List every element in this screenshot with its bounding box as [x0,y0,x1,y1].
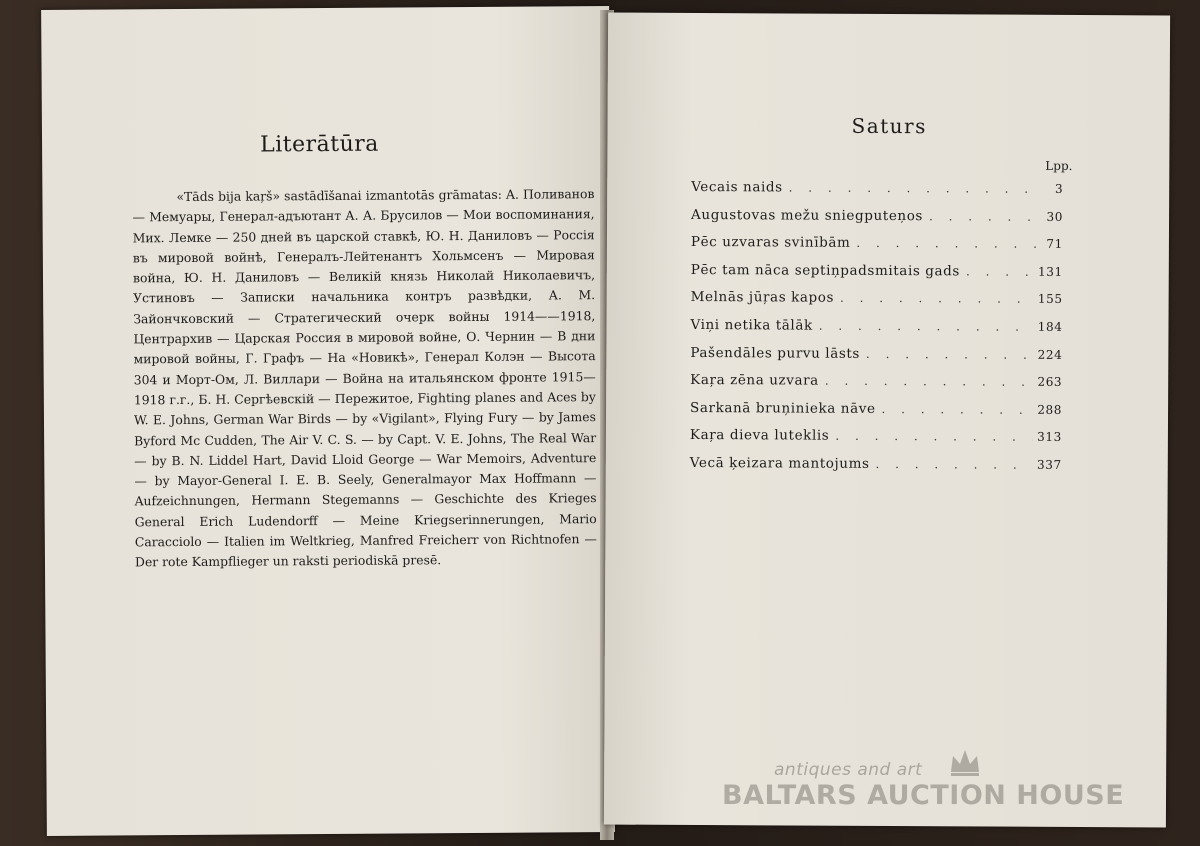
watermark-tagline: antiques and art [774,760,923,780]
toc-leader-dots [840,291,1034,306]
contents-title: Saturs [851,113,927,139]
bibliography-text: «Tāds bija kaŗš» sastādīšanai izmantotās grāmatas: A. Поливанов — Мемуары, Генерал-адъютант А. А. Брусилов — Мои воспоминания, Мих. Лемке — 250 дней въ царской ставкѣ, Ю. Н. Даниловъ — Россія въ мировой войнѣ, Генералъ-Лейтенантъ Хольмсенъ — Мировая война, Ю. Н. Даниловъ — Великій князь Николай Николаевичъ, Устиновъ — Записки начальника контръ развѣдки, А. М. Зайончковский — Стратегический очерк войны 1914——1918, Центрархив — Царская Россия в мировой войне, О. Чернин — В дни мировой войны, Г. Графъ — На «Новикѣ», Генерал Колэн — Высота 304 и Морт-Ом, Л. Виллари — Война на итальянском фронте 1915—1918 г.г., Б. Н. Сергѣевскій — Пережитое, Fighting planes and Aces by W. E. Johns, German War Birds — by «Vigilant», Flying Fury — by James Byford Mc Cudden, The Air V. C. S. — by Capt. V. E. Johns, The Real War — by B. N. Liddel Hart, David Lloid George — War Memoirs, Adventure — by Mayor-General I. E. B. Seely, Generalmayor Max Hoffmann — Aufzeichnungen, Hermann Stegemanns — Geschichte des Krieges General Erich Ludendorff — Meine Kriegserinnerungen, Mario Caracciolo — Italien im Weltkrieg, Manfred Freicherr von Richtnofen — Der rote Kampflieger un raksti periodiskā presē. [132,186,597,570]
toc-entry [691,207,1063,237]
toc-entry [690,317,1062,347]
toc-entry-title: Pēc tam nāca septiņpadsmitais gads [690,261,961,280]
right-page [604,13,1170,828]
toc-leader-dots [966,264,1034,278]
toc-entry-page: 131 [1038,264,1063,279]
crown-icon [948,748,982,776]
watermark-brand: BALTARS AUCTION HOUSE [722,780,1125,811]
toc-entry [691,179,1063,209]
toc-entry-page: 337 [1037,457,1062,472]
toc-entry-title: Vecā ķeizara mantojums [689,454,870,472]
toc-entry-page: 3 [1054,181,1064,196]
toc-entry [690,345,1062,375]
left-page-title: Literātūra [259,131,379,158]
toc-entry [690,455,1062,485]
toc-entry-page: 155 [1037,292,1063,307]
page-column-header: Lpp. [1045,158,1073,173]
toc-entry-page: 313 [1037,430,1062,445]
toc-entry-title: Augustovas mežu sniegputeņos [691,206,924,224]
toc-entry-title: Vecais naids [691,178,783,196]
left-page [41,6,615,836]
toc-entry [690,427,1062,457]
toc-leader-dots [875,457,1033,472]
toc-leader-dots [882,402,1034,417]
toc-entry-page: 224 [1037,347,1063,362]
toc-entry [690,372,1062,402]
toc-entry-title: Kaŗa zēna uzvara [690,372,819,389]
toc-entry-title: Viņi netika tālāk [690,316,813,334]
toc-entry-title: Pašendāles purvu lāsts [690,344,860,362]
toc-entry [690,400,1062,430]
toc-entry-title: Melnās jūŗas kapos [690,289,835,307]
toc-entry-title: Sarkanā bruņinieka nāve [690,399,876,417]
toc-entry [691,289,1063,319]
toc-leader-dots [789,180,1038,195]
toc-entry-page: 30 [1046,209,1064,224]
toc-entry [691,234,1063,264]
toc-entry-title: Pēc uzvaras svinībām [690,234,851,251]
toc-leader-dots [819,319,1034,334]
toc-leader-dots [929,209,1037,224]
toc-entry-page: 184 [1037,319,1063,334]
table-of-contents [690,179,1064,484]
toc-entry-title: Kaŗa dieva luteklis [689,427,830,445]
toc-entry-page: 263 [1037,374,1063,390]
toc-entry-page: 288 [1037,402,1063,417]
toc-leader-dots [825,374,1034,389]
toc-leader-dots [866,346,1034,361]
toc-leader-dots [856,236,1037,251]
toc-leader-dots [835,429,1033,444]
toc-entry [691,262,1063,292]
toc-entry-page: 71 [1046,237,1063,252]
